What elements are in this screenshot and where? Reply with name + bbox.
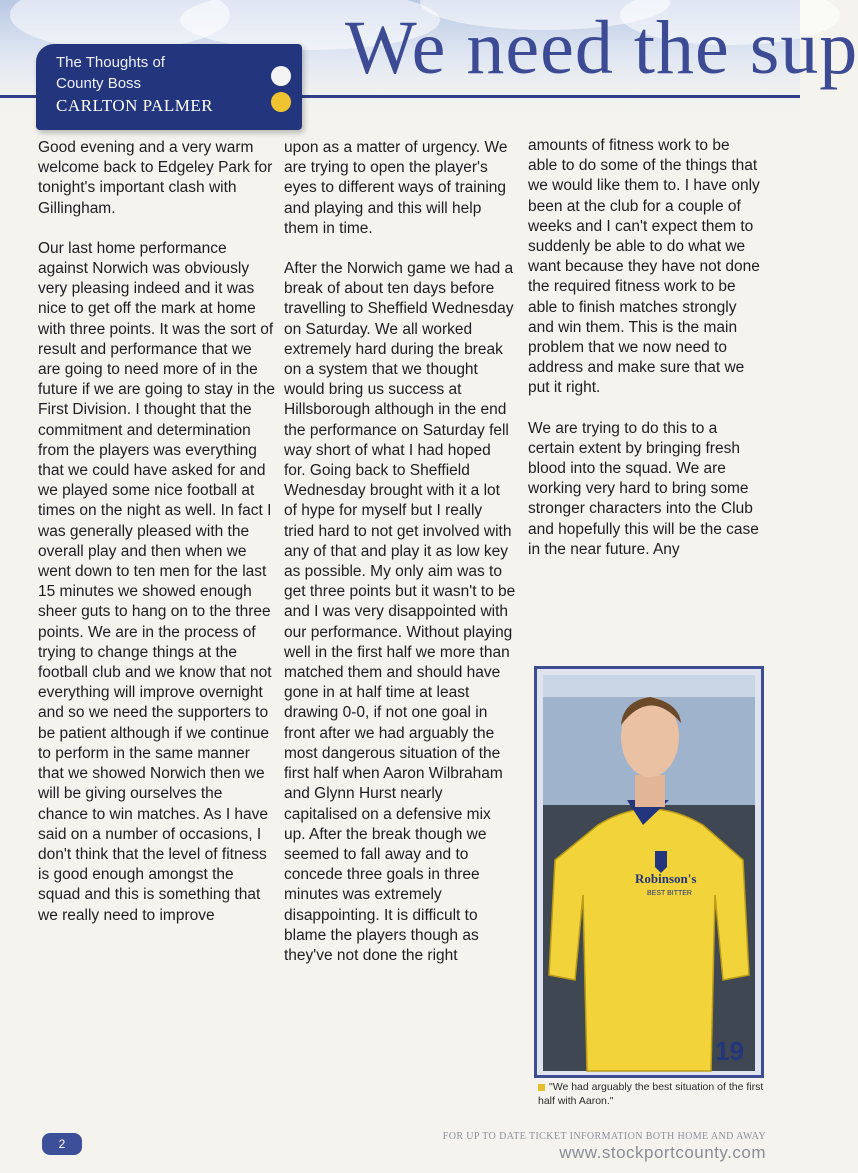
article-paragraph: Good evening and a very warm welcome back to Edgeley Park for tonight's important clash with Gillingham. [38,139,273,217]
player-photo [543,675,755,1071]
article-column-1 [38,138,276,946]
footer-website-link[interactable]: www.stockportcounty.com [559,1143,766,1162]
article-paragraph: upon as a matter of urgency. We are trying to open the player's eyes to different ways of training and playing and this will help them in time. [284,139,508,237]
caption-marker-icon [538,1084,545,1091]
white-dot-icon [271,66,291,86]
author-badge-line1: The Thoughts of [56,54,165,71]
article-paragraph: Our last home performance against Norwich was obviously very pleasing indeed and it was nice to get off the mark at home with three points. It was the sort of result and performance that we are going to need more of in the future if we are going to stay in the First Division. I thought that the commitment and determination from the players was everything that we could have asked for and we played some nice football at times on the night as well. In fact I was generally pleased with the overall play and then when we went down to ten men for the last 15 minutes we showed enough sheer guts to hang on to the three points. We are in the process of trying to change things at the football club and we know that not everything will improve overnight and so we need the supporters to be patient although if we continue to perform in the same manner that we showed Norwich then we will be giving ourselves the chance to win matches. As I have said on a number of occasions, I don't think that the level of fitness is good enough amongst the squad and this is something that we really need to improve [38,239,275,924]
yellow-dot-icon [271,92,291,112]
article-paragraph: We are trying to do this to a certain extent by bringing fresh blood into the squad. We are working very hard to bring some stronger characters into the Club and hopefully this will be the case in the near future. Any [528,419,759,558]
author-badge [36,44,302,130]
headline: We need the sup [345,6,858,90]
author-badge-line2: County Boss [56,75,142,92]
stand-roof [543,675,755,697]
shirt-number: 19 [715,1036,744,1066]
article-paragraph: amounts of fitness work to be able to do some of the things that we would like them to. I have only been at the club for a couple of weeks and I can't expect them to suddenly be able to do what we want because they have not done the required fitness work to be able to finish matches strongly and win them. This is the main problem that we now need to address and make sure that we put it right. [528,137,760,397]
article-column-3 [528,136,760,580]
player-neck [635,775,665,807]
photo-caption-text: "We had arguably the best situation of the first half with Aaron." [538,1081,764,1107]
footer-tagline: FOR UP TO DATE TICKET INFORMATION BOTH HOME AND AWAY [442,1131,766,1142]
shirt-sponsor-line1: Robinson's [635,871,697,886]
player-photo-frame [534,666,764,1078]
author-name: CARLTON PALMER [56,96,214,115]
article-column-2 [284,138,516,986]
photo-caption [538,1080,766,1108]
shirt-sponsor-line2: BEST BITTER [647,890,692,897]
player-illustration [543,675,755,1071]
article-paragraph: After the Norwich game we had a break of about ten days before travelling to Sheffield Wednesday on Saturday. We all worked extremely hard during the break on a system that we thought would bring us success at Hillsborough although in the end the performance on Saturday fell way short of what I had hoped for. Going back to Sheffield Wednesday brought with it a lot of hype for myself but I really tried hard to not get involved with any of that and play it as low key as possible. My only aim was to get three points but it wasn't to be and I was very disappointed with our performance. Without playing well in the first half we more than matched them and should have gone in at half time at least drawing 0-0, if not one goal in front after we had arguably the most dangerous situation of the first half when Aaron Wilbraham and Glynn Hurst nearly capitalised on a defensive mix up. After the break though we seemed to fall away and to concede three goals in three minutes was extremely disappointing. It is difficult to blame the players though as they've not done the right [284,260,516,964]
page-number: 2 [42,1133,82,1155]
